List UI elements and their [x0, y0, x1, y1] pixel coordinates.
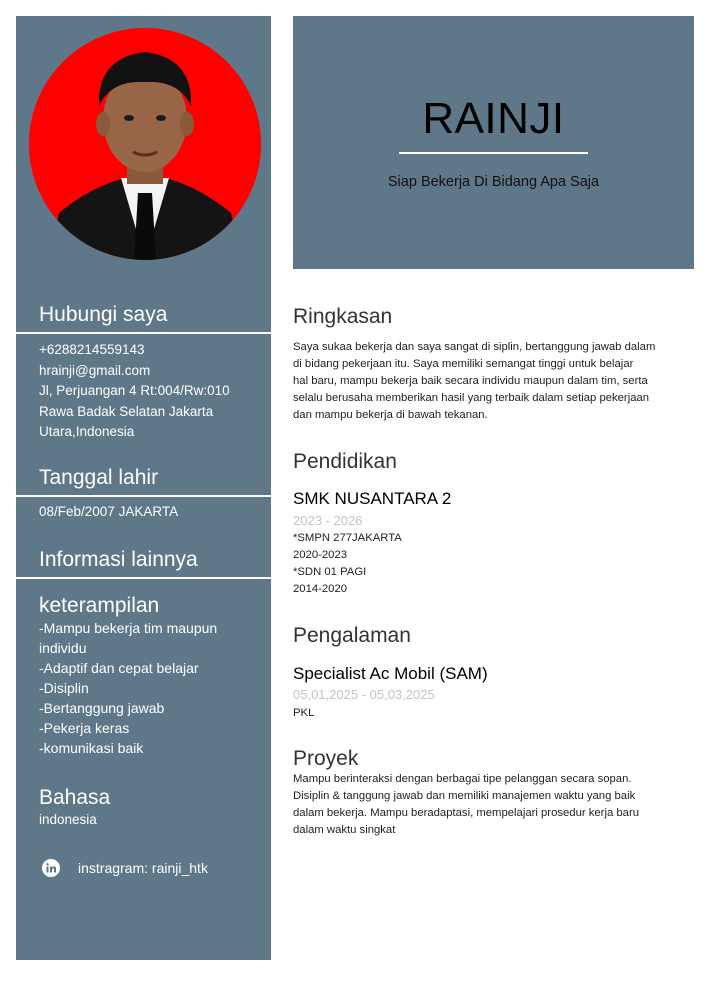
sidebar	[16, 16, 271, 960]
experience-heading: Pengalaman	[293, 624, 411, 647]
phone-number[interactable]: +6288214559143	[39, 342, 145, 357]
name-header	[293, 16, 694, 269]
linkedin-icon	[42, 859, 60, 877]
skill-line: -Adaptif dan cepat belajar	[39, 660, 199, 676]
contact-divider	[16, 332, 271, 334]
summary-line: dan mampu bekerja di bawah tekanan.	[293, 409, 488, 421]
contact-heading: Hubungi saya	[39, 303, 168, 326]
address-line-3: Utara,Indonesia	[39, 424, 135, 439]
address-line-1: Jl, Perjuangan 4 Rt:004/Rw:010	[39, 383, 230, 398]
skill-line: -Mampu bekerja tim maupun	[39, 620, 218, 636]
person-name: RAINJI	[422, 94, 565, 143]
project-line: dalam waktu singkat	[293, 824, 396, 836]
social-link[interactable]	[42, 859, 208, 877]
summary-heading: Ringkasan	[293, 305, 393, 328]
project-text	[293, 771, 683, 839]
summary-text	[293, 339, 683, 424]
skills-heading: keterampilan	[39, 594, 160, 617]
tagline: Siap Bekerja Di Bidang Apa Saja	[387, 174, 600, 190]
education-school: SMK NUSANTARA 2	[293, 489, 452, 508]
experience-role: Specialist Ac Mobil (SAM)	[293, 664, 488, 683]
skill-line: -Pekerja keras	[39, 720, 130, 736]
birth-divider	[16, 495, 271, 497]
experience-type: PKL	[293, 707, 315, 719]
name-underline	[399, 152, 588, 154]
project-line: dalam bekerja. Mampu beradaptasi, mempelajari prosedur kerja baru	[293, 807, 639, 819]
skill-line: individu	[39, 640, 87, 656]
education-heading: Pendidikan	[293, 450, 397, 473]
email-address[interactable]: hrainji@gmail.com	[39, 362, 151, 378]
profile-photo	[29, 28, 261, 260]
skill-line: -komunikasi baik	[39, 740, 144, 756]
language-heading: Bahasa	[39, 786, 111, 809]
education-list	[293, 530, 402, 598]
summary-line: di bidang pekerjaan itu. Saya memiliki semangat tinggi untuk belajar	[293, 358, 634, 370]
project-line: Disiplin & tanggung jawab dan memiliki manajemen waktu yang baik	[293, 790, 636, 802]
skill-line: -Disiplin	[39, 680, 89, 696]
project-line: Mampu berinteraksi dengan berbagai tipe pelanggan secara sopan.	[293, 773, 632, 785]
summary-line: hal baru, mampu bekerja baik secara individu maupun dalam tim, serta	[293, 375, 648, 387]
social-label: instragram: rainji_htk	[78, 860, 208, 876]
other-info-heading: Informasi lainnya	[39, 548, 198, 571]
education-line: 2020-2023	[293, 549, 348, 561]
skill-line: -Bertanggung jawab	[39, 700, 165, 716]
education-line: *SMPN 277JAKARTA	[293, 532, 402, 544]
birth-value: 08/Feb/2007 JAKARTA	[39, 504, 179, 519]
summary-line: Saya sukaa bekerja dan saya sangat di siplin, bertanggung jawab dalam	[293, 341, 656, 353]
skills-list	[39, 618, 217, 758]
experience-dates: 05,01,2025 - 05,03,2025	[293, 687, 435, 702]
education-line: 2014-2020	[293, 583, 348, 595]
education-dates: 2023 - 2026	[293, 513, 363, 528]
other-info-divider	[16, 577, 271, 579]
project-heading: Proyek	[293, 747, 359, 770]
address-line-2: Rawa Badak Selatan Jakarta	[39, 403, 214, 419]
language-value: indonesia	[39, 812, 97, 827]
portrait-image	[29, 28, 261, 260]
summary-line: selalu berusaha memberikan hasil yang terbaik dalam setiap pekerjaan	[293, 392, 650, 404]
birth-heading: Tanggal lahir	[39, 466, 159, 489]
education-line: *SDN 01 PAGI	[293, 566, 367, 578]
contact-details	[39, 340, 230, 443]
